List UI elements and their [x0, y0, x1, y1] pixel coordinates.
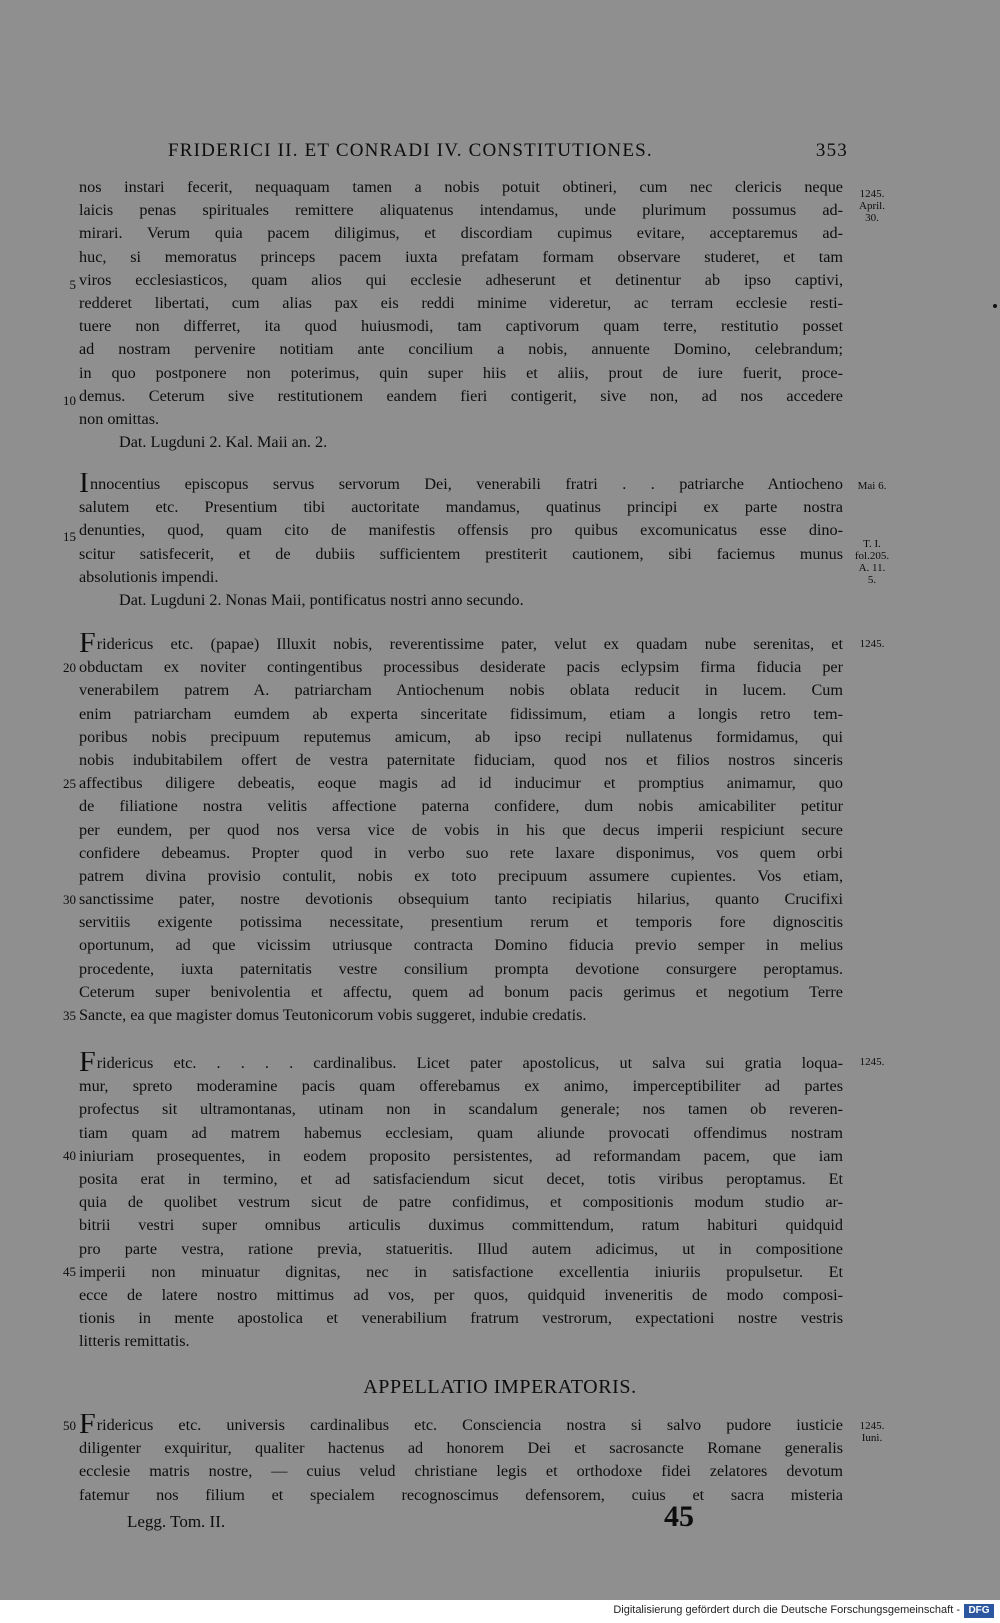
- line-number: 25: [63, 776, 76, 791]
- text-line: ecclesie matris nostre, — cuius velud christiane legis et orthodoxe fidei zelatores devotum: [79, 1462, 843, 1481]
- text-line: diligenter exquiritur, qualiter hactenus ad honorem Dei et sacrosancte Romane generalis: [79, 1439, 843, 1458]
- text-line: redderet libertati, cum alias pax eis reddi minime videretur, ac terram ecclesie resti-: [79, 293, 843, 312]
- text-line: viros ecclesiasticos, quam alios qui ecclesie adheserunt et detinentur ab ipso captivi,: [79, 270, 843, 289]
- text-line: bitrii vestri super omnibus articulis duximus committendum, ratum habituri quidquid: [79, 1216, 843, 1235]
- text-line: de filiatione nostra velitis affectione paterna confidere, dum nobis amicabiliter petitur: [79, 797, 843, 816]
- running-title: FRIDERICI II. ET CONRADI IV. CONSTITUTIONES.: [168, 140, 653, 161]
- margin-date-note: 1245. April. 30.: [859, 188, 885, 224]
- text-line: absolutionis impendi.: [79, 567, 219, 586]
- dating-clause: Dat. Lugduni 2. Kal. Maii an. 2.: [119, 433, 328, 452]
- text-line: ecce de latere nostro mittimus ad vos, per quos, quidquid inveneritis de modo composi-: [79, 1285, 843, 1304]
- signature-mark: 45: [664, 1500, 694, 1533]
- text-line: tuere non differret, ita quod huiusmodi, tam captivorum quam terre, restitutio posset: [79, 317, 843, 336]
- text-line: salutem etc. Presentium tibi auctoritate mandamus, quatinus principi ex parte nostra: [79, 498, 843, 517]
- margin-date-note: 1245. Iuni.: [859, 1420, 885, 1444]
- dating-clause: Dat. Lugduni 2. Nonas Maii, pontificatus nostri anno secundo.: [119, 590, 524, 609]
- margin-source-note: T. I. fol.205. A. 11. 5.: [854, 538, 890, 586]
- text-line: patrem divina provisio contulit, nobis ex toto precipuum assumere cupientes. Vos etiam,: [79, 866, 843, 885]
- paragraph-letter-4: [79, 1052, 843, 1353]
- text-line: mur, spreto moderamine pacis quam offerebamus ex animo, imperceptibiliter ad partes: [79, 1077, 843, 1096]
- text-line: litteris remittatis.: [79, 1332, 190, 1351]
- drop-initial: F: [79, 633, 96, 657]
- section-title: APPELLATIO IMPERATORIS.: [363, 1376, 637, 1398]
- text-line: ridericus etc. (papae) Illuxit nobis, reverentissime pater, velut ex quadam nube serenitas, et: [96, 635, 843, 653]
- margin-date-note: Mai 6.: [857, 480, 887, 492]
- margin-date-note: 1245.: [859, 1056, 885, 1068]
- text-line: enim patriarcham eumdem ab experta sinceritate fidissimum, etiam a longis retro tem-: [79, 704, 843, 723]
- line-number: 40: [63, 1148, 76, 1163]
- text-line: obductam ex noviter contingentibus processibus desiderate pacis eclypsim firma fiducia per: [79, 658, 843, 677]
- text-line: pro parte vestra, ratione previa, statueritis. Illud autem adicimus, ut in compositione: [79, 1239, 843, 1258]
- line-number: 50: [63, 1418, 76, 1433]
- paragraph-appellatio: [79, 1414, 843, 1507]
- scan-speck: [993, 304, 997, 308]
- text-line: laicis penas spirituales remittere aliquatenus intendamus, unde plurimum possumus ad-: [79, 201, 843, 220]
- text-line: in quo postponere non poterimus, quin super hiis et aliis, prout de iure fuerit, proce-: [79, 363, 843, 382]
- text-line: mirari. Verum quia pacem diligimus, et discordiam cupimus evitare, acceptaremus ad-: [79, 224, 843, 243]
- text-line: procedente, iuxta paternitatis vestre consilium prompta devotione consurgere peroptamus.: [79, 959, 843, 978]
- line-number: 30: [63, 892, 76, 907]
- page-number: 353: [815, 140, 848, 161]
- line-number: 45: [63, 1264, 76, 1279]
- text-line: nnocentius episcopus servus servorum Dei, venerabili fratri . . patriarche Antiocheno: [90, 475, 843, 493]
- margin-date-note: 1245.: [859, 638, 885, 650]
- text-line: affectibus diligere debeatis, eoque magis ad id inducimur et promptius animamur, quo: [79, 774, 843, 793]
- banner-text: Digitalisierung gefördert durch die Deutsche Forschungsgemeinschaft -: [613, 1604, 960, 1616]
- text-line: tiam quam ad matrem habemus ecclesiam, quam aliunde provocati offendimus nostram: [79, 1123, 843, 1142]
- paragraph-letter-1: [79, 176, 843, 454]
- line-number: 10: [63, 393, 76, 408]
- drop-initial: F: [79, 1414, 96, 1438]
- text-line: profectus sit ultramontanas, utinam non in scandalum generale; nos tamen ob reveren-: [79, 1100, 843, 1119]
- line-number: 20: [63, 660, 76, 675]
- digitization-banner: [0, 1600, 1000, 1623]
- text-line: nobis indubitabilem offert de vestra paternitate fiduciam, quod nos et filios nostros sinceris: [79, 750, 843, 769]
- text-line: sanctissime pater, nostre devotionis obsequium tanto recipiatis hilarius, quanto Crucifixi: [79, 890, 843, 909]
- text-line: ridericus etc. . . . . cardinalibus. Licet pater apostolicus, ut salva sui gratia loqua-: [96, 1054, 843, 1072]
- text-line: per eundem, per quod nos versa vice de vobis in his que decus imperii respiciunt secure: [79, 820, 843, 839]
- text-line: oportunum, ad que vicissim utriusque contracta Domino fiducia previo semper in melius: [79, 936, 843, 955]
- drop-initial: I: [79, 473, 89, 497]
- paragraph-letter-2: [79, 473, 843, 612]
- text-line: tionis in mente apostolica et venerabilium fratrum vestrorum, expectationi nostre vestris: [79, 1309, 843, 1328]
- text-line: scitur satisfecerit, et de dubiis sufficientem prestiterit cautionem, sibi faciemus munus: [79, 544, 843, 563]
- text-line: ridericus etc. universis cardinalibus etc. Consciencia nostra si salvo pudore iusticie: [96, 1416, 843, 1434]
- text-line: denunties, quod, quam cito de manifestis offensis pro quibus excomunicatus esse dino-: [79, 521, 843, 540]
- text-line: servitiis exigente potissima necessitate, presentium rerum et temporis fore dignoscitis: [79, 913, 843, 932]
- line-number: 15: [63, 529, 76, 544]
- text-line: confidere debeamus. Propter quod in verbo suo rete laxare disponimus, vos quem orbi: [79, 843, 843, 862]
- text-line: ad nostram pervenire notitiam ante concilium a nobis, annuente Domino, celebrandum;: [79, 340, 843, 359]
- text-line: venerabilem patrem A. patriarcham Antiochenum nobis oblata reducit in lucem. Cum: [79, 681, 843, 700]
- text-line: demus. Ceterum sive restitutionem eandem fieri contigerit, sive non, ad nos accedere: [79, 386, 843, 405]
- text-line: quia de quolibet vestrum sicut de patre confidimus, et compositionis modum studio ar-: [79, 1193, 843, 1212]
- line-number: 35: [63, 1008, 76, 1023]
- text-line: Ceterum super benivolentia et affectu, quem ad bonum pacis gerimus et negotium Terre: [79, 982, 843, 1001]
- text-line: nos instari fecerit, nequaquam tamen a nobis potuit obtineri, cum nec clericis neque: [79, 178, 843, 196]
- paragraph-letter-3: [79, 633, 843, 1027]
- text-line: iniuriam prosequentes, in eodem proposito persistentes, ad reformandam pacem, que iam: [79, 1146, 843, 1165]
- text-line: poribus nobis precipuum reputemus amicum, ab ipso recipi nullatenus formidamus, qui: [79, 727, 843, 746]
- text-line: posita erat in termino, et ad satisfaciendum sicut decet, totis viribus peroptamus. Et: [79, 1169, 843, 1188]
- text-line: imperii non minuatur dignitas, nec in satisfactione excellentia iniuriis propulsetur. Et: [79, 1262, 843, 1281]
- text-line: fatemur nos filium et specialem recognoscimus defensorem, cuius et sacra misteria: [79, 1485, 843, 1504]
- volume-footer: Legg. Tom. II.: [127, 1512, 226, 1531]
- drop-initial: F: [79, 1052, 96, 1076]
- running-header: [168, 140, 848, 162]
- line-number: 5: [69, 277, 76, 292]
- text-line: huc, si memoratus princeps pacem iuxta prefatam formam observare studeret, et tam: [79, 247, 843, 266]
- text-line: Sancte, ea que magister domus Teutonicorum vobis suggeret, indubie credatis.: [79, 1006, 587, 1024]
- text-line: non omittas.: [79, 409, 160, 428]
- dfg-logo: DFG: [964, 1604, 994, 1618]
